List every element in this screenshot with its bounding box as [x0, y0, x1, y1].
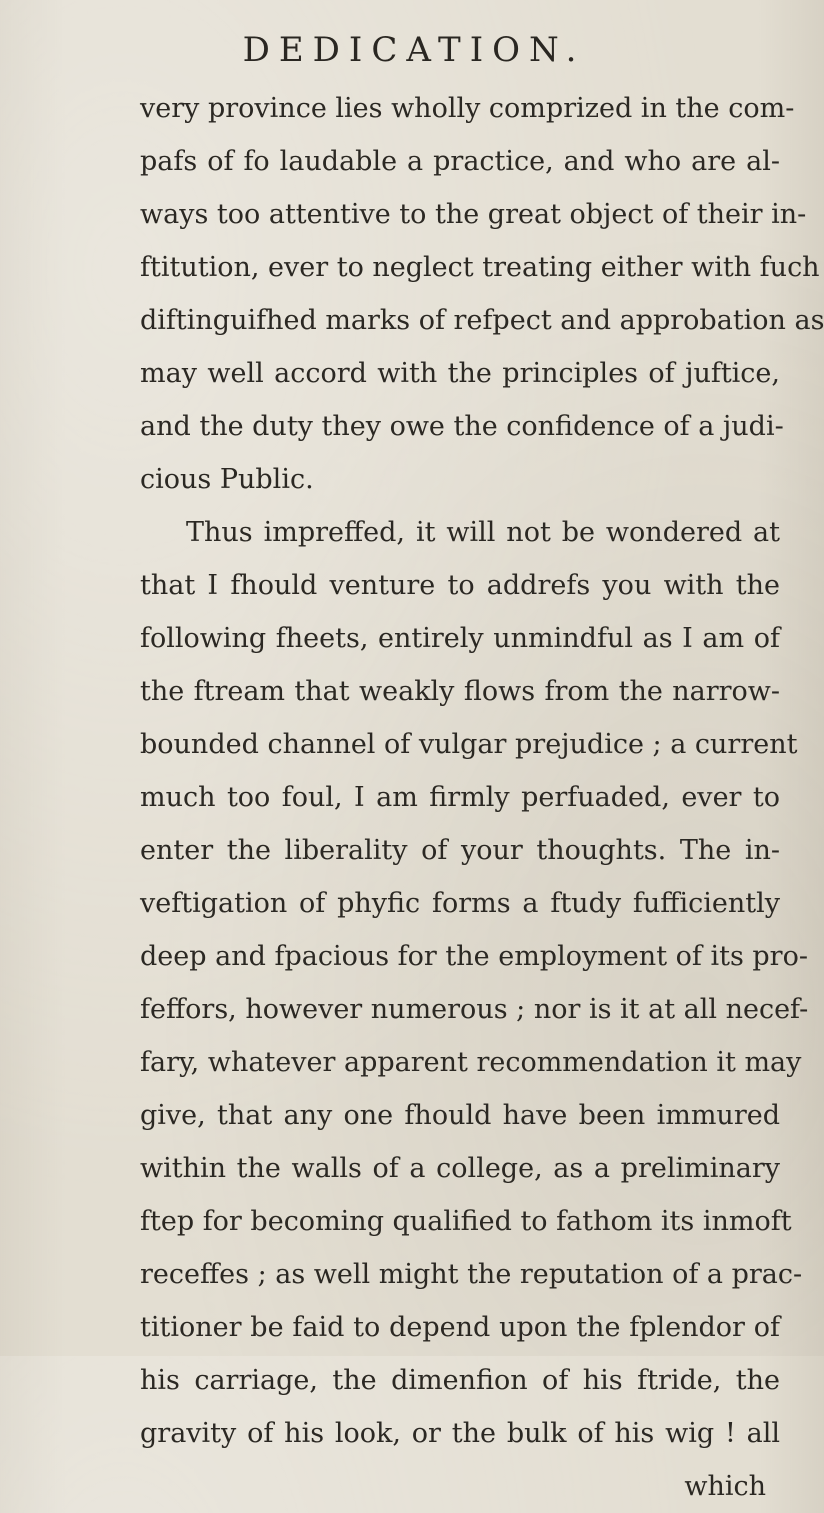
- text-line: deep and fpacious for the employment of its pro-: [140, 941, 808, 972]
- text-line: receffes ; as well might the reputation of a prac-: [140, 1259, 803, 1290]
- text-line: fary, whatever apparent recommendation it may: [140, 1047, 802, 1078]
- text-line: cious Public.: [140, 464, 314, 495]
- text-line: his carriage, the dimenfion of his ftride, the: [140, 1365, 780, 1396]
- catchword: which: [684, 1471, 766, 1502]
- text-line: much too foul, I am firmly perfuaded, ever to: [140, 782, 780, 813]
- text-line: that I fhould venture to addrefs you with the: [140, 570, 780, 601]
- text-line: titioner be faid to depend upon the fplendor of: [140, 1312, 780, 1343]
- text-line: diftinguifhed marks of refpect and approbation as: [140, 305, 824, 336]
- text-line: pafs of fo laudable a practice, and who are al-: [140, 146, 780, 177]
- text-line: following fheets, entirely unmindful as I am of: [140, 623, 780, 654]
- text-line: veftigation of phyfic forms a ftudy fufficiently: [140, 888, 780, 919]
- text-line: enter the liberality of your thoughts. The in-: [140, 835, 780, 866]
- paragraph-start-line: Thus impreffed, it will not be wondered at: [186, 517, 780, 548]
- text-line: ways too attentive to the great object of their in-: [140, 199, 807, 230]
- text-line: and the duty they owe the confidence of a judi-: [140, 411, 784, 442]
- text-line: ftitution, ever to neglect treating either with fuch: [140, 252, 820, 283]
- text-line: feffors, however numerous ; nor is it at all necef-: [140, 994, 809, 1025]
- running-head: DEDICATION.: [242, 30, 586, 70]
- text-line: very province lies wholly comprized in the com-: [140, 93, 795, 124]
- text-line: ftep for becoming qualified to fathom its inmoft: [140, 1206, 792, 1237]
- text-line: within the walls of a college, as a preliminary: [140, 1153, 780, 1184]
- body-text: [140, 82, 824, 1513]
- text-line: bounded channel of vulgar prejudice ; a current: [140, 729, 798, 760]
- text-line: gravity of his look, or the bulk of his wig ! all: [140, 1418, 780, 1449]
- text-line: may well accord with the principles of juftice,: [140, 358, 780, 389]
- text-line: the ftream that weakly flows from the narrow-: [140, 676, 780, 707]
- text-line: give, that any one fhould have been immured: [140, 1100, 780, 1131]
